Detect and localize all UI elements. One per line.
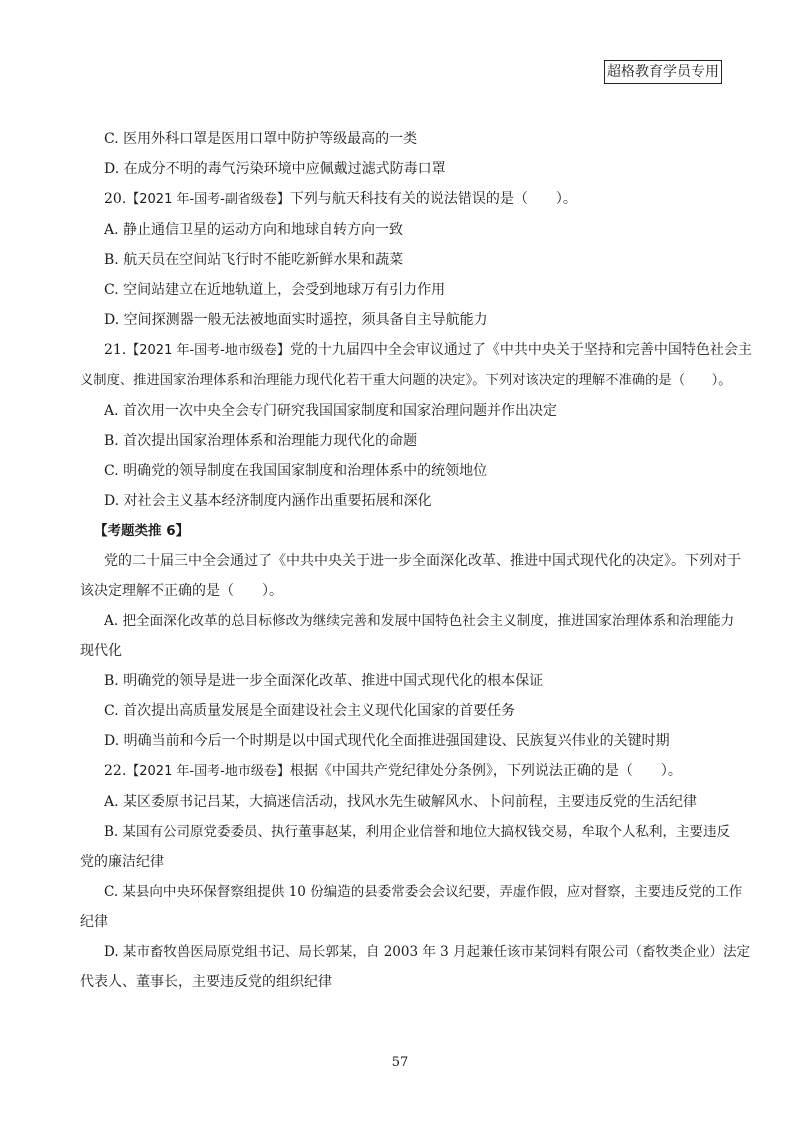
q21-stem xyxy=(80,335,752,366)
section6-option-c: C. 首次提出高质量发展是全面建设社会主义现代化国家的首要任务 xyxy=(104,703,516,719)
q21-option-a: A. 首次用一次中央全会专门研究我国国家制度和国家治理问题并作出决定 xyxy=(104,403,558,419)
q20-option-b: B. 航天员在空间站飞行时不能吃新鲜水果和蔬菜 xyxy=(104,252,404,268)
q22-source: 【2021 年-国考-地市级卷】 xyxy=(126,764,290,779)
q22-option-a: A. 某区委原书记吕某，大搞迷信活动，找风水先生破解风水、卜问前程，主要违反党的生活纪律 xyxy=(104,794,698,810)
q20-option-c: C. 空间站建立在近地轨道上，会受到地球万有引力作用 xyxy=(104,282,446,298)
section6-stem-line1: 党的二十届三中全会通过了《中共中央关于进一步全面深化改革、推进中国式现代化的决定》。下列对于 xyxy=(104,553,741,569)
section6-stem-line2: 该决定理解不正确的是（ ）。 xyxy=(80,583,283,599)
q21-option-d: D. 对社会主义基本经济制度内涵作出重要拓展和深化 xyxy=(104,493,432,509)
q21-number: 21. xyxy=(104,342,127,358)
q20-option-d: D. 空间探测器一般无法被地面实时遥控，须具备自主导航能力 xyxy=(104,312,488,328)
q22-stem xyxy=(80,756,724,787)
q22-number: 22. xyxy=(104,763,127,779)
q22-option-d-line1: D. 某市畜牧兽医局原党组书记、局长郭某，自 2003 年 3 月起兼任该市某饲料有限公司（畜牧类企业）法定 xyxy=(104,944,751,960)
q22-option-b-line1: B. 某国有公司原党委委员、执行董事赵某，利用企业信誉和地位大搞权钱交易，牟取个人私利，主要违反 xyxy=(104,824,731,840)
q22-stem-text: 根据《中国共产党纪律处分条例》，下列说法正确的是（ ）。 xyxy=(289,763,682,779)
q22-option-d-line2: 代表人、董事长，主要违反党的组织纪律 xyxy=(80,974,332,990)
q20-number: 20. xyxy=(104,191,127,207)
q20-source: 【2021 年-国考-副省级卷】 xyxy=(126,192,290,207)
q20-stem xyxy=(80,184,724,215)
q22-option-c-line1: C. 某县向中央环保督察组提供 10 份编造的县委常委会会议纪要，弄虚作假，应对督察，主要违反党的工作 xyxy=(104,884,743,900)
q19-option-c: C. 医用外科口罩是医用口罩中防护等级最高的一类 xyxy=(104,131,418,147)
q22-option-c-line2: 纪律 xyxy=(80,914,108,930)
q20-stem-text: 下列与航天科技有关的说法错误的是（ ）。 xyxy=(289,191,577,207)
q21-option-b: B. 首次提出国家治理体系和治理能力现代化的命题 xyxy=(104,433,418,449)
q22-option-b-line2: 党的廉洁纪律 xyxy=(80,854,164,870)
section6-option-b: B. 明确党的领导是进一步全面深化改革、推进中国式现代化的根本保证 xyxy=(104,673,544,689)
section-heading: 【考题类推 6】 xyxy=(94,523,190,539)
q21-stem-line2: 义制度、推进国家治理体系和治理能力现代化若干重大问题的决定》。下列对该决定的理解不准确的是（ ）。 xyxy=(80,373,732,388)
q21-stem-line1: 党的十九届四中全会审议通过了《中共中央关于坚持和完善中国特色社会主 xyxy=(289,342,752,358)
q20-option-a: A. 静止通信卫星的运动方向和地球自转方向一致 xyxy=(104,222,404,238)
section6-option-a-line2: 现代化 xyxy=(80,643,122,659)
section6-option-d: D. 明确当前和今后一个时期是以中国式现代化全面推进强国建设、民族复兴伟业的关键时期 xyxy=(104,733,670,749)
q19-option-d: D. 在成分不明的毒气污染环境中应佩戴过滤式防毒口罩 xyxy=(104,161,446,177)
q21-source: 【2021 年-国考-地市级卷】 xyxy=(126,343,290,358)
page-number: 57 xyxy=(391,1055,409,1070)
student-use-stamp: 超格教育学员专用 xyxy=(604,60,722,84)
section6-option-a-line1: A. 把全面深化改革的总目标修改为继续完善和发展中国特色社会主义制度，推进国家治理体系和治理能力 xyxy=(104,613,735,629)
document-body xyxy=(80,124,752,997)
q21-option-c: C. 明确党的领导制度在我国国家制度和治理体系中的统领地位 xyxy=(104,463,488,479)
